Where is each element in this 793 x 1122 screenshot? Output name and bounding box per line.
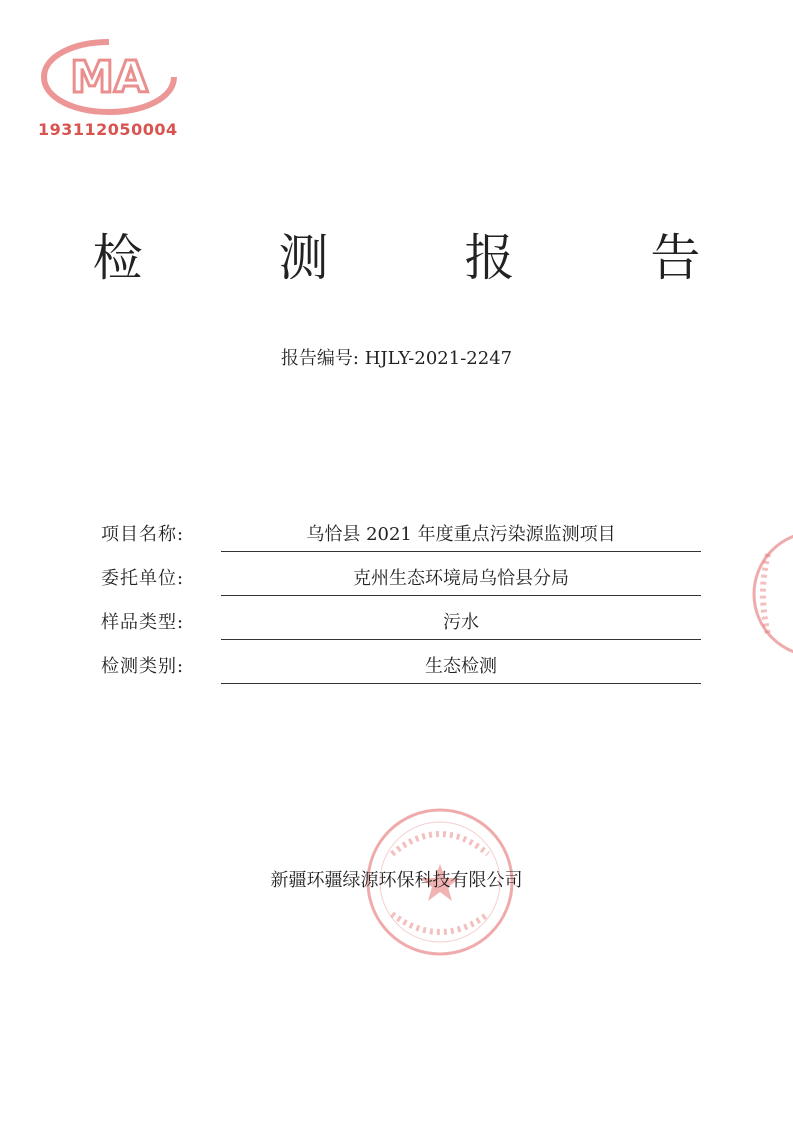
info-value: 乌恰县 2021 年度重点污染源监测项目 <box>306 524 616 545</box>
underline-divider <box>221 551 701 552</box>
report-number: 报告编号: HJLY-2021-2247 <box>280 348 513 369</box>
underline-divider <box>221 639 701 640</box>
info-row-test-category <box>101 644 701 684</box>
info-value: 污水 <box>443 612 479 633</box>
company-name: 新疆环疆绿源环保科技有限公司 <box>270 870 523 891</box>
info-label: 项目名称: <box>101 524 185 545</box>
page-title: 检 测 报 告 <box>92 229 761 287</box>
info-value: 生态检测 <box>425 656 497 677</box>
info-row-project-name <box>101 512 701 552</box>
cma-certificate-number: 193112050004 <box>38 120 178 139</box>
underline-divider <box>221 683 701 684</box>
info-row-sample-type <box>101 600 701 640</box>
info-row-client <box>101 556 701 596</box>
info-label: 样品类型: <box>101 612 185 633</box>
cma-logo-icon <box>34 34 184 120</box>
info-label: 检测类别: <box>101 656 185 677</box>
underline-divider <box>221 595 701 596</box>
partial-seal-icon <box>746 524 793 664</box>
svg-text:MA: MA <box>70 52 148 103</box>
info-value: 克州生态环境局乌恰县分局 <box>353 568 569 589</box>
info-label: 委托单位: <box>101 568 185 589</box>
